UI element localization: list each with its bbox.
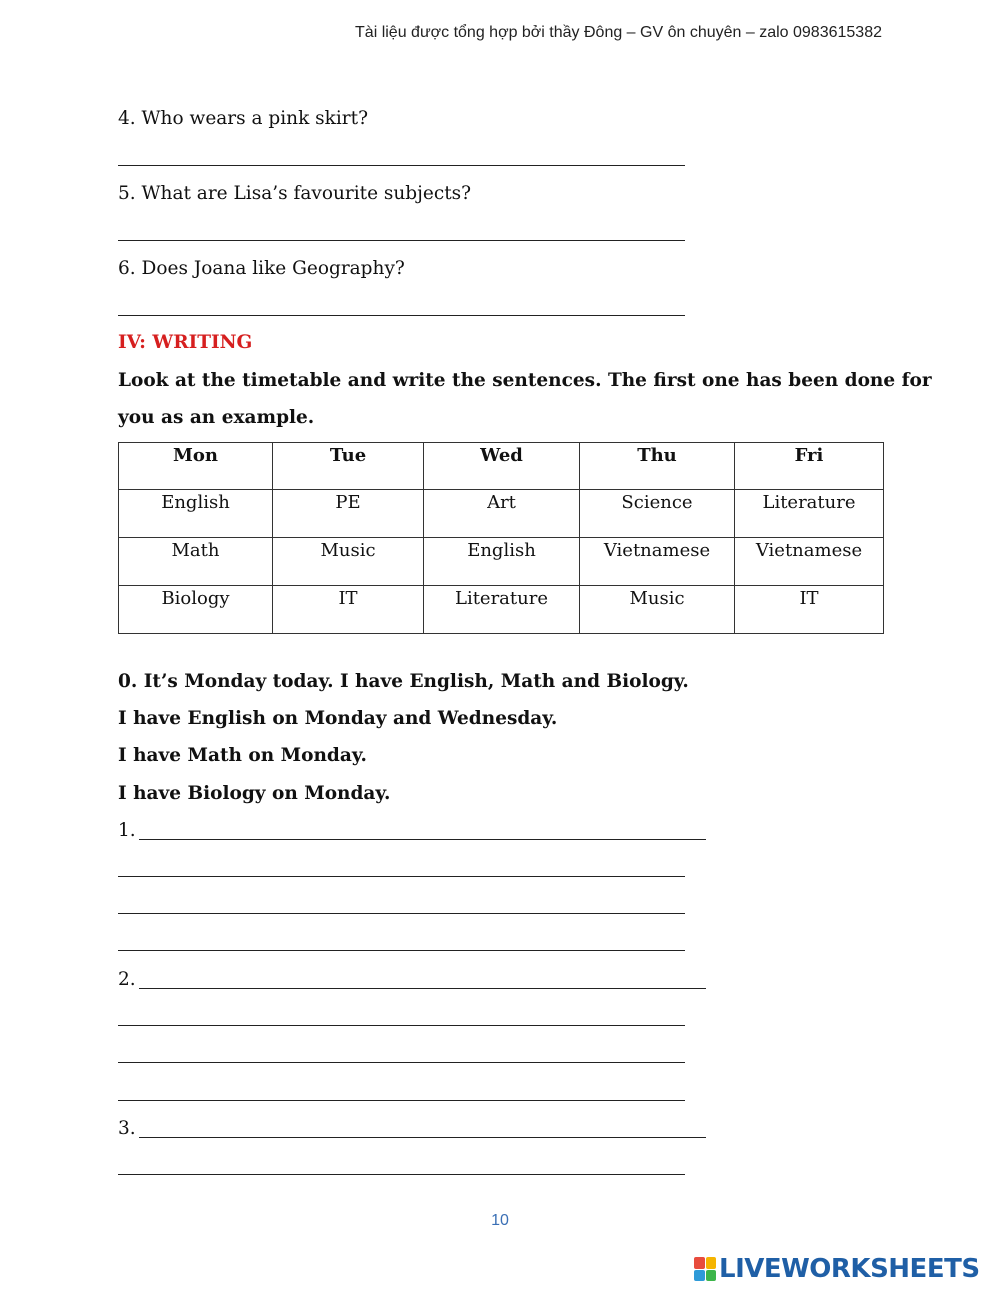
answer-line-1d[interactable] bbox=[118, 950, 685, 951]
question-4: 4. Who wears a pink skirt? bbox=[118, 108, 369, 129]
answer-line-3b[interactable] bbox=[118, 1174, 685, 1175]
answer-line-1c[interactable] bbox=[118, 913, 685, 914]
answer-line-2b[interactable] bbox=[118, 1025, 685, 1026]
table-cell: English bbox=[119, 490, 273, 538]
table-cell: IT bbox=[273, 586, 424, 634]
page-number: 10 bbox=[491, 1212, 509, 1229]
logo-square-3 bbox=[694, 1270, 705, 1282]
example-line-2: I have Math on Monday. bbox=[118, 745, 367, 766]
answer-line-3a[interactable] bbox=[139, 1137, 706, 1138]
table-row bbox=[119, 586, 884, 634]
day-header-fri: Fri bbox=[735, 443, 884, 490]
logo-square-2 bbox=[706, 1257, 717, 1269]
answer-line-2a[interactable] bbox=[139, 988, 706, 989]
liveworksheets-logo-icon bbox=[694, 1257, 716, 1281]
example-line-1: I have English on Monday and Wednesday. bbox=[118, 708, 558, 729]
day-header-mon: Mon bbox=[119, 443, 273, 490]
table-cell: PE bbox=[273, 490, 424, 538]
day-header-thu: Thu bbox=[580, 443, 735, 490]
answer-number-2: 2. bbox=[118, 969, 136, 990]
table-cell: Art bbox=[424, 490, 580, 538]
example-line-3: I have Biology on Monday. bbox=[118, 783, 391, 804]
page-header: Tài liệu được tổng hợp bởi thầy Đông – GV ôn chuyên – zalo 0983615382 bbox=[355, 24, 882, 41]
table-cell: Math bbox=[119, 538, 273, 586]
table-cell: Music bbox=[580, 586, 735, 634]
example-line-0: 0. It’s Monday today. I have English, Math and Biology. bbox=[118, 671, 689, 692]
table-cell: English bbox=[424, 538, 580, 586]
timetable-header-row bbox=[119, 443, 884, 490]
table-cell: Biology bbox=[119, 586, 273, 634]
question-5: 5. What are Lisa’s favourite subjects? bbox=[118, 183, 472, 204]
timetable bbox=[118, 442, 884, 634]
instruction-line-1: Look at the timetable and write the sentences. The first one has been done for bbox=[118, 370, 932, 391]
table-cell: IT bbox=[735, 586, 884, 634]
answer-number-1: 1. bbox=[118, 820, 136, 841]
answer-line-q4[interactable] bbox=[118, 165, 685, 166]
table-row bbox=[119, 490, 884, 538]
day-header-tue: Tue bbox=[273, 443, 424, 490]
answer-line-1a[interactable] bbox=[139, 839, 706, 840]
day-header-wed: Wed bbox=[424, 443, 580, 490]
table-cell: Vietnamese bbox=[735, 538, 884, 586]
table-cell: Music bbox=[273, 538, 424, 586]
question-6: 6. Does Joana like Geography? bbox=[118, 258, 405, 279]
table-cell: Literature bbox=[735, 490, 884, 538]
answer-line-2c[interactable] bbox=[118, 1062, 685, 1063]
table-cell: Literature bbox=[424, 586, 580, 634]
section-title-writing: IV: WRITING bbox=[118, 332, 253, 353]
answer-line-q6[interactable] bbox=[118, 315, 685, 316]
liveworksheets-logo bbox=[694, 1254, 980, 1284]
answer-line-1b[interactable] bbox=[118, 876, 685, 877]
table-cell: Vietnamese bbox=[580, 538, 735, 586]
table-row bbox=[119, 538, 884, 586]
answer-line-2d[interactable] bbox=[118, 1100, 685, 1101]
answer-line-q5[interactable] bbox=[118, 240, 685, 241]
logo-square-4 bbox=[706, 1270, 717, 1282]
instruction-line-2: you as an example. bbox=[118, 407, 315, 428]
logo-square-1 bbox=[694, 1257, 705, 1269]
table-cell: Science bbox=[580, 490, 735, 538]
answer-number-3: 3. bbox=[118, 1118, 136, 1139]
liveworksheets-logo-text: LIVEWORKSHEETS bbox=[719, 1254, 980, 1284]
